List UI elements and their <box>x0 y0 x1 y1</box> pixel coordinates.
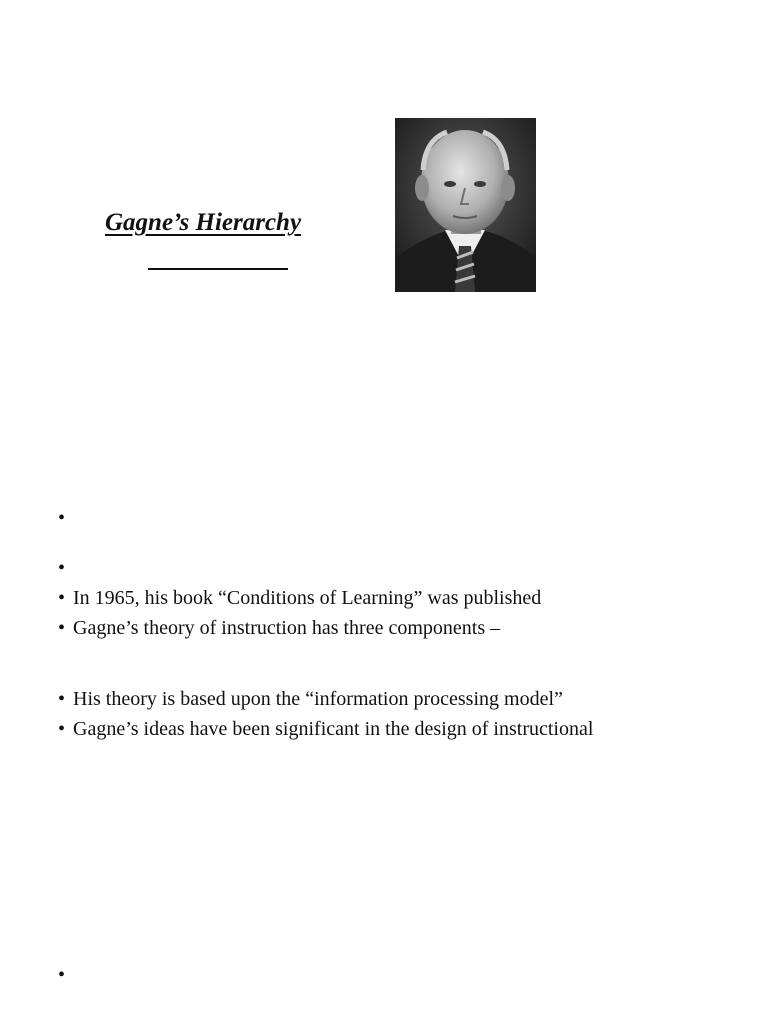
list-item-text: Gagne’s ideas have been significant in the design of instructional <box>73 718 594 740</box>
list-item-text: In 1965, his book “Conditions of Learning” was published <box>73 587 542 609</box>
list-item <box>58 556 73 580</box>
bullet-marker: • <box>58 507 66 529</box>
list-item <box>58 616 500 640</box>
bullet-marker: • <box>58 557 66 579</box>
list-item-text: His theory is based upon the “information processing model” <box>73 688 563 710</box>
bullet-marker: • <box>58 964 66 986</box>
bullet-marker: • <box>58 587 66 609</box>
bullet-marker: • <box>58 718 66 740</box>
list-item-text: Gagne’s theory of instruction has three components – <box>73 617 501 639</box>
bullet-marker: • <box>58 617 66 639</box>
list-item <box>58 963 73 987</box>
title-underline-rule <box>148 268 288 270</box>
list-item <box>58 506 73 530</box>
bullet-marker: • <box>58 688 66 710</box>
portrait-photo <box>395 118 536 292</box>
page-title: Gagne’s Hierarchy <box>105 209 302 236</box>
list-item <box>58 717 593 741</box>
list-item <box>58 586 541 610</box>
list-item <box>58 687 563 711</box>
